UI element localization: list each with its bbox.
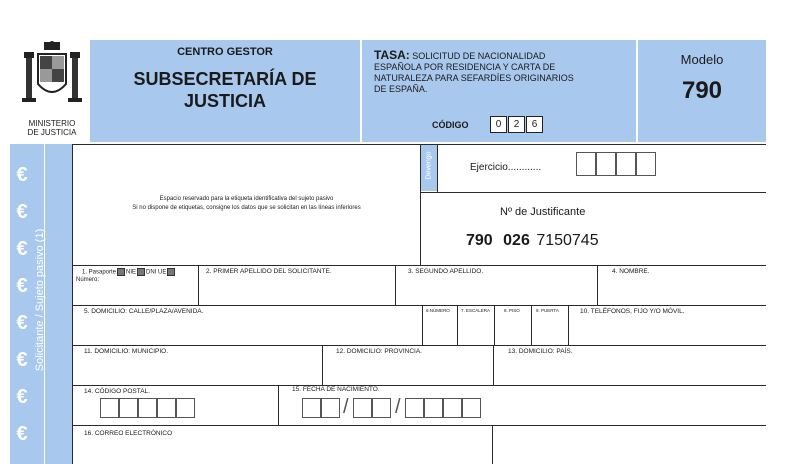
vline-r5a (492, 425, 493, 464)
nie-label: NIE (126, 269, 137, 276)
date-slash: / (343, 396, 349, 418)
field-14-label: 14. CÓDIGO POSTAL. (84, 388, 150, 395)
codigo-digit: 0 (495, 119, 502, 130)
vline-r3b (493, 345, 494, 385)
reserved-label-area[interactable] (73, 145, 420, 265)
vline-r4a (278, 385, 279, 425)
codigo-digit: 2 (513, 119, 520, 130)
subsecretaria-title (90, 68, 360, 112)
hline-row3 (72, 345, 766, 346)
euro-icon: € (16, 423, 28, 445)
ejercicio-digit-box[interactable] (616, 152, 636, 176)
modelo-label: Modelo (680, 52, 724, 67)
ministry-name (14, 119, 90, 137)
postal-digit-box[interactable] (100, 398, 119, 418)
reserved-line2: Si no dispone de etiquetas, consigne los datos que se solicitan en las líneas inferiores (132, 205, 361, 211)
birth-day-box[interactable] (321, 398, 340, 418)
tasa-desc-line3: NATURALEZA PARA SEFARDÍES ORIGINARIOS (374, 73, 574, 83)
field-11-label: 11. DOMICILIO: MUNICIPIO. (84, 348, 169, 355)
reserved-text (73, 195, 420, 213)
ejercicio-digit-box[interactable] (576, 152, 596, 176)
hline-row5 (72, 425, 766, 426)
justificante-label: Nº de Justificante (500, 206, 586, 218)
tasa-label: TASA: (374, 48, 410, 62)
devengo-divider (437, 144, 438, 192)
reserved-line1: Espacio reservado para la etiqueta identificativa del sujeto pasivo (159, 196, 334, 202)
field-5-label: 5. DOMICILIO: CALLE/PLAZA/AVENIDA. (84, 308, 204, 315)
codigo-digit-box (490, 116, 507, 133)
field-1-label: 1. Pasaporte (82, 269, 117, 276)
ejercicio-digit-box[interactable] (636, 152, 656, 176)
hline-row1 (72, 265, 766, 266)
field-1-numero: Número: (76, 277, 100, 283)
field-8-label: 8. PISO (504, 308, 520, 313)
tasa-description (374, 50, 574, 95)
field-10-label: 10. TELÉFONOS, FIJO Y/O MÓVIL. (580, 308, 685, 315)
birth-year-box[interactable] (424, 398, 443, 418)
dni-label: DNI UE (146, 269, 167, 276)
centro-gestor-label: CENTRO GESTOR (177, 46, 273, 58)
birth-year-box[interactable] (462, 398, 481, 418)
euro-icon: € (16, 238, 28, 260)
vline-r2c (494, 305, 495, 345)
tasa-desc-line2: ESPAÑOLA POR RESIDENCIA Y CARTA DE (374, 62, 556, 72)
postal-digit-box[interactable] (176, 398, 195, 418)
tasa-desc-line4: DE ESPAÑA. (374, 84, 428, 94)
subsecretaria-line2: JUSTICIA (183, 91, 266, 111)
coat-of-arms-icon (14, 40, 90, 114)
vline-r1b (395, 265, 396, 305)
birth-month-box[interactable] (353, 398, 372, 418)
vline-r2a (422, 305, 423, 345)
vline-r3a (322, 345, 323, 385)
euro-icon: € (16, 349, 28, 371)
vline-r2e (568, 305, 569, 345)
justificante-prefix: 790 (466, 232, 493, 249)
vline-r1c (597, 265, 598, 305)
dni-checkbox[interactable] (167, 268, 175, 276)
ministry-line2: DE JUSTICIA (27, 128, 77, 137)
modelo-panel (638, 40, 766, 142)
centro-gestor-panel (90, 40, 360, 142)
field-3-label: 3. SEGUNDO APELLIDO. (408, 268, 484, 275)
field-4-label: 4. NOMBRE. (612, 268, 650, 275)
ejercicio-digit-box[interactable] (596, 152, 616, 176)
justificante-code: 026 (503, 232, 530, 249)
euro-icon: € (16, 386, 28, 408)
codigo-label: CÓDIGO (432, 120, 469, 130)
subsecretaria-line1: SUBSECRETARÍA DE (133, 69, 317, 89)
vline-r1a (198, 265, 199, 305)
field-12-label: 12. DOMICILIO: PROVINCIA. (336, 348, 422, 355)
hline-ejercicio (421, 192, 766, 193)
ministry-logo (14, 40, 90, 140)
euro-icon: € (16, 201, 28, 223)
field-9-label: 9. PUERTA (536, 308, 559, 313)
modelo-number: 790 (681, 77, 723, 104)
justificante-suffix: 7150745 (536, 232, 599, 249)
hline-row4 (72, 385, 766, 386)
field-7-label: 7. ESCALERA (461, 308, 491, 313)
euro-icon: € (16, 275, 28, 297)
field-16-label: 16. CORREO ELECTRÓNICO (84, 430, 173, 437)
side-label: Solicitante / Sujeto pasivo (1) (34, 228, 46, 372)
justificante-number (466, 232, 599, 250)
codigo-digit: 6 (531, 119, 538, 130)
postal-digit-box[interactable] (138, 398, 157, 418)
devengo-label: Devengo (425, 151, 433, 180)
pasaporte-checkbox[interactable] (117, 268, 125, 276)
field-2-label: 2. PRIMER APELLIDO DEL SOLICITANTE. (206, 268, 332, 275)
birth-year-box[interactable] (405, 398, 424, 418)
vline-r2b (457, 305, 458, 345)
birth-month-box[interactable] (372, 398, 391, 418)
ejercicio-label: Ejercicio............ (470, 162, 542, 173)
ministry-line1: MINISTERIO (28, 119, 76, 128)
date-slash: / (395, 396, 401, 418)
field-6-label: 6.NÚMERO (426, 308, 450, 313)
vline-r2d (531, 305, 532, 345)
euro-icon: € (16, 164, 28, 186)
birth-year-box[interactable] (443, 398, 462, 418)
tasa-panel (362, 40, 636, 142)
nie-checkbox[interactable] (137, 268, 145, 276)
field-15-label: 15. FECHA DE NACIMIENTO. (292, 386, 380, 393)
euro-icon: € (16, 312, 28, 334)
codigo-digit-box (526, 116, 543, 133)
hline-row2 (72, 305, 766, 306)
field-13-label: 13. DOMICILIO: PAÍS. (508, 348, 573, 355)
postal-digit-box[interactable] (119, 398, 138, 418)
tasa-desc-line1: SOLICITUD DE NACIONALIDAD (412, 51, 546, 61)
postal-digit-box[interactable] (157, 398, 176, 418)
codigo-digit-box (508, 116, 525, 133)
birth-day-box[interactable] (302, 398, 321, 418)
